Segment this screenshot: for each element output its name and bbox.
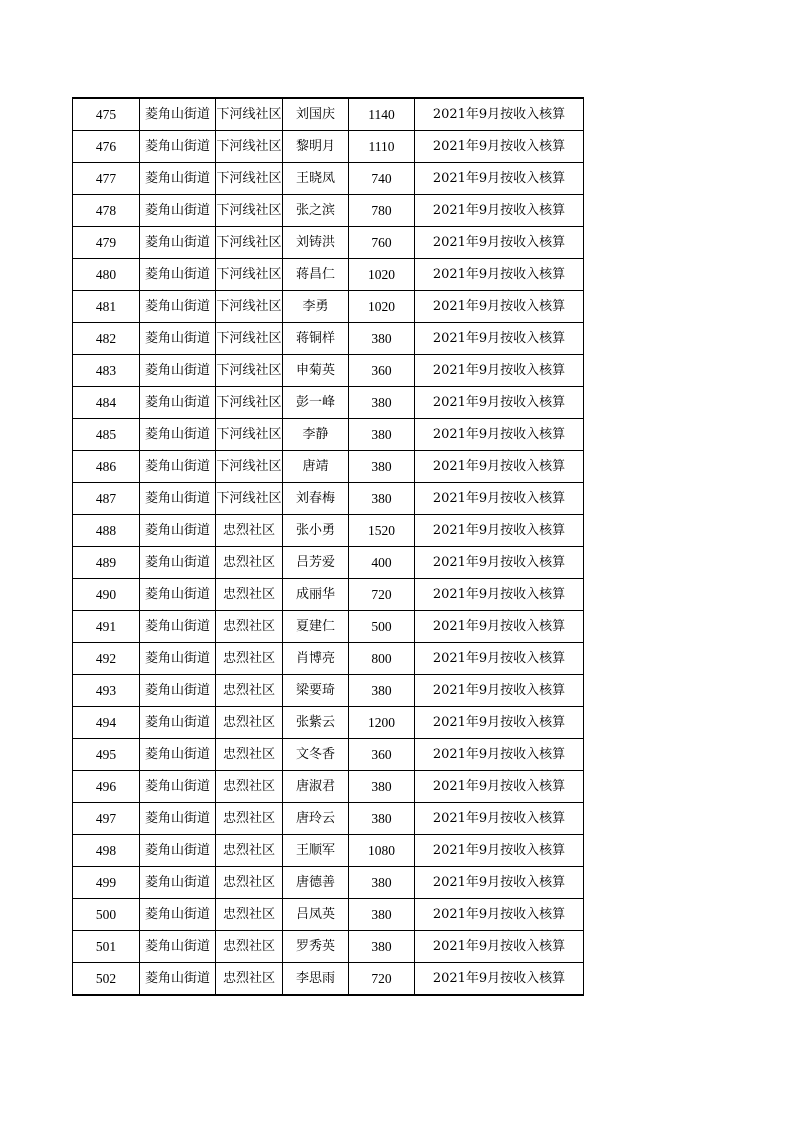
person-name-cell: 夏建仁	[283, 611, 349, 643]
amount-cell: 1080	[349, 835, 415, 867]
amount-cell: 1020	[349, 291, 415, 323]
community-cell: 下河线社区	[216, 419, 283, 451]
community-cell: 忠烈社区	[216, 899, 283, 931]
person-name-cell: 张之滨	[283, 195, 349, 227]
row-number-cell: 495	[73, 739, 140, 771]
table-row	[73, 355, 584, 387]
community-cell: 下河线社区	[216, 98, 283, 131]
table-row	[73, 643, 584, 675]
note-cell: 2021年9月按收入核算	[415, 323, 584, 355]
amount-cell: 760	[349, 227, 415, 259]
assistance-table	[72, 97, 584, 996]
table-row	[73, 131, 584, 163]
community-cell: 忠烈社区	[216, 739, 283, 771]
street-cell: 菱角山街道	[140, 259, 216, 291]
community-cell: 忠烈社区	[216, 675, 283, 707]
row-number-cell: 502	[73, 963, 140, 996]
amount-cell: 720	[349, 579, 415, 611]
table-row	[73, 611, 584, 643]
person-name-cell: 罗秀英	[283, 931, 349, 963]
person-name-cell: 刘铸洪	[283, 227, 349, 259]
street-cell: 菱角山街道	[140, 291, 216, 323]
amount-cell: 1020	[349, 259, 415, 291]
person-name-cell: 彭一峰	[283, 387, 349, 419]
table-row	[73, 195, 584, 227]
person-name-cell: 唐靖	[283, 451, 349, 483]
person-name-cell: 张小勇	[283, 515, 349, 547]
table-row	[73, 675, 584, 707]
row-number-cell: 480	[73, 259, 140, 291]
table-row	[73, 323, 584, 355]
community-cell: 忠烈社区	[216, 579, 283, 611]
community-cell: 下河线社区	[216, 163, 283, 195]
table-row	[73, 707, 584, 739]
table-body	[73, 98, 584, 995]
street-cell: 菱角山街道	[140, 483, 216, 515]
person-name-cell: 梁要琦	[283, 675, 349, 707]
person-name-cell: 申菊英	[283, 355, 349, 387]
row-number-cell: 497	[73, 803, 140, 835]
row-number-cell: 498	[73, 835, 140, 867]
street-cell: 菱角山街道	[140, 98, 216, 131]
street-cell: 菱角山街道	[140, 547, 216, 579]
table-row	[73, 515, 584, 547]
row-number-cell: 486	[73, 451, 140, 483]
amount-cell: 380	[349, 931, 415, 963]
street-cell: 菱角山街道	[140, 227, 216, 259]
note-cell: 2021年9月按收入核算	[415, 355, 584, 387]
street-cell: 菱角山街道	[140, 771, 216, 803]
row-number-cell: 477	[73, 163, 140, 195]
amount-cell: 380	[349, 803, 415, 835]
note-cell: 2021年9月按收入核算	[415, 227, 584, 259]
note-cell: 2021年9月按收入核算	[415, 899, 584, 931]
person-name-cell: 李思雨	[283, 963, 349, 996]
community-cell: 下河线社区	[216, 323, 283, 355]
street-cell: 菱角山街道	[140, 611, 216, 643]
table-row	[73, 835, 584, 867]
amount-cell: 360	[349, 355, 415, 387]
amount-cell: 1520	[349, 515, 415, 547]
note-cell: 2021年9月按收入核算	[415, 259, 584, 291]
community-cell: 忠烈社区	[216, 803, 283, 835]
community-cell: 下河线社区	[216, 227, 283, 259]
community-cell: 忠烈社区	[216, 867, 283, 899]
row-number-cell: 485	[73, 419, 140, 451]
note-cell: 2021年9月按收入核算	[415, 98, 584, 131]
street-cell: 菱角山街道	[140, 451, 216, 483]
amount-cell: 360	[349, 739, 415, 771]
community-cell: 忠烈社区	[216, 547, 283, 579]
note-cell: 2021年9月按收入核算	[415, 163, 584, 195]
amount-cell: 1200	[349, 707, 415, 739]
street-cell: 菱角山街道	[140, 899, 216, 931]
amount-cell: 380	[349, 419, 415, 451]
note-cell: 2021年9月按收入核算	[415, 451, 584, 483]
amount-cell: 380	[349, 451, 415, 483]
row-number-cell: 492	[73, 643, 140, 675]
person-name-cell: 文冬香	[283, 739, 349, 771]
row-number-cell: 476	[73, 131, 140, 163]
table-row	[73, 867, 584, 899]
street-cell: 菱角山街道	[140, 355, 216, 387]
row-number-cell: 487	[73, 483, 140, 515]
row-number-cell: 491	[73, 611, 140, 643]
row-number-cell: 488	[73, 515, 140, 547]
table-row	[73, 227, 584, 259]
table-row	[73, 547, 584, 579]
person-name-cell: 成丽华	[283, 579, 349, 611]
amount-cell: 380	[349, 387, 415, 419]
table-row	[73, 579, 584, 611]
note-cell: 2021年9月按收入核算	[415, 739, 584, 771]
table-row	[73, 291, 584, 323]
note-cell: 2021年9月按收入核算	[415, 867, 584, 899]
street-cell: 菱角山街道	[140, 579, 216, 611]
community-cell: 忠烈社区	[216, 643, 283, 675]
amount-cell: 500	[349, 611, 415, 643]
community-cell: 下河线社区	[216, 451, 283, 483]
row-number-cell: 493	[73, 675, 140, 707]
street-cell: 菱角山街道	[140, 803, 216, 835]
street-cell: 菱角山街道	[140, 195, 216, 227]
street-cell: 菱角山街道	[140, 931, 216, 963]
person-name-cell: 吕凤英	[283, 899, 349, 931]
street-cell: 菱角山街道	[140, 643, 216, 675]
amount-cell: 400	[349, 547, 415, 579]
community-cell: 下河线社区	[216, 355, 283, 387]
note-cell: 2021年9月按收入核算	[415, 131, 584, 163]
table-row	[73, 771, 584, 803]
row-number-cell: 489	[73, 547, 140, 579]
community-cell: 忠烈社区	[216, 835, 283, 867]
person-name-cell: 李静	[283, 419, 349, 451]
amount-cell: 380	[349, 899, 415, 931]
table-row	[73, 387, 584, 419]
street-cell: 菱角山街道	[140, 163, 216, 195]
table-row	[73, 163, 584, 195]
table-row	[73, 98, 584, 131]
street-cell: 菱角山街道	[140, 131, 216, 163]
street-cell: 菱角山街道	[140, 835, 216, 867]
table-row	[73, 931, 584, 963]
row-number-cell: 499	[73, 867, 140, 899]
note-cell: 2021年9月按收入核算	[415, 387, 584, 419]
note-cell: 2021年9月按收入核算	[415, 931, 584, 963]
street-cell: 菱角山街道	[140, 707, 216, 739]
amount-cell: 740	[349, 163, 415, 195]
amount-cell: 380	[349, 867, 415, 899]
person-name-cell: 唐淑君	[283, 771, 349, 803]
note-cell: 2021年9月按收入核算	[415, 419, 584, 451]
note-cell: 2021年9月按收入核算	[415, 291, 584, 323]
street-cell: 菱角山街道	[140, 675, 216, 707]
street-cell: 菱角山街道	[140, 387, 216, 419]
note-cell: 2021年9月按收入核算	[415, 771, 584, 803]
amount-cell: 380	[349, 675, 415, 707]
amount-cell: 800	[349, 643, 415, 675]
community-cell: 下河线社区	[216, 131, 283, 163]
table-row	[73, 259, 584, 291]
person-name-cell: 王顺军	[283, 835, 349, 867]
community-cell: 下河线社区	[216, 387, 283, 419]
note-cell: 2021年9月按收入核算	[415, 643, 584, 675]
community-cell: 忠烈社区	[216, 963, 283, 996]
note-cell: 2021年9月按收入核算	[415, 195, 584, 227]
table-row	[73, 739, 584, 771]
person-name-cell: 唐德善	[283, 867, 349, 899]
community-cell: 忠烈社区	[216, 931, 283, 963]
row-number-cell: 478	[73, 195, 140, 227]
community-cell: 忠烈社区	[216, 611, 283, 643]
person-name-cell: 吕芳爱	[283, 547, 349, 579]
amount-cell: 380	[349, 771, 415, 803]
note-cell: 2021年9月按收入核算	[415, 579, 584, 611]
community-cell: 下河线社区	[216, 259, 283, 291]
row-number-cell: 500	[73, 899, 140, 931]
person-name-cell: 蒋昌仁	[283, 259, 349, 291]
note-cell: 2021年9月按收入核算	[415, 675, 584, 707]
table-row	[73, 963, 584, 996]
community-cell: 下河线社区	[216, 483, 283, 515]
community-cell: 忠烈社区	[216, 515, 283, 547]
street-cell: 菱角山街道	[140, 419, 216, 451]
person-name-cell: 张紫云	[283, 707, 349, 739]
row-number-cell: 490	[73, 579, 140, 611]
amount-cell: 720	[349, 963, 415, 996]
row-number-cell: 479	[73, 227, 140, 259]
street-cell: 菱角山街道	[140, 515, 216, 547]
note-cell: 2021年9月按收入核算	[415, 835, 584, 867]
row-number-cell: 475	[73, 98, 140, 131]
note-cell: 2021年9月按收入核算	[415, 707, 584, 739]
person-name-cell: 唐玲云	[283, 803, 349, 835]
person-name-cell: 刘国庆	[283, 98, 349, 131]
community-cell: 忠烈社区	[216, 771, 283, 803]
community-cell: 下河线社区	[216, 291, 283, 323]
row-number-cell: 496	[73, 771, 140, 803]
person-name-cell: 刘春梅	[283, 483, 349, 515]
row-number-cell: 481	[73, 291, 140, 323]
row-number-cell: 501	[73, 931, 140, 963]
note-cell: 2021年9月按收入核算	[415, 483, 584, 515]
table-row	[73, 803, 584, 835]
street-cell: 菱角山街道	[140, 739, 216, 771]
amount-cell: 380	[349, 323, 415, 355]
note-cell: 2021年9月按收入核算	[415, 611, 584, 643]
street-cell: 菱角山街道	[140, 867, 216, 899]
person-name-cell: 黎明月	[283, 131, 349, 163]
community-cell: 下河线社区	[216, 195, 283, 227]
row-number-cell: 494	[73, 707, 140, 739]
person-name-cell: 王晓凤	[283, 163, 349, 195]
table-row	[73, 899, 584, 931]
amount-cell: 380	[349, 483, 415, 515]
row-number-cell: 484	[73, 387, 140, 419]
note-cell: 2021年9月按收入核算	[415, 515, 584, 547]
person-name-cell: 肖博亮	[283, 643, 349, 675]
table-row	[73, 483, 584, 515]
note-cell: 2021年9月按收入核算	[415, 547, 584, 579]
row-number-cell: 483	[73, 355, 140, 387]
street-cell: 菱角山街道	[140, 963, 216, 996]
person-name-cell: 李勇	[283, 291, 349, 323]
table-row	[73, 419, 584, 451]
person-name-cell: 蒋铜样	[283, 323, 349, 355]
amount-cell: 1110	[349, 131, 415, 163]
row-number-cell: 482	[73, 323, 140, 355]
community-cell: 忠烈社区	[216, 707, 283, 739]
amount-cell: 780	[349, 195, 415, 227]
table-row	[73, 451, 584, 483]
amount-cell: 1140	[349, 98, 415, 131]
note-cell: 2021年9月按收入核算	[415, 963, 584, 996]
street-cell: 菱角山街道	[140, 323, 216, 355]
note-cell: 2021年9月按收入核算	[415, 803, 584, 835]
